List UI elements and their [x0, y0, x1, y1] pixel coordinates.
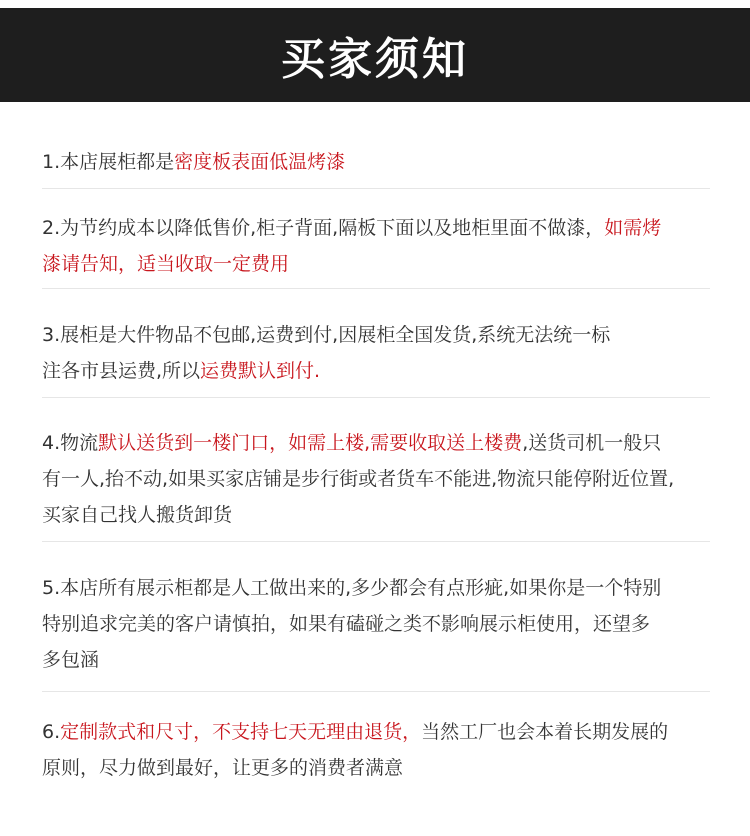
- notice-text: 有一人,抬不动,如果买家店铺是步行街或者货车不能进,物流只能停附近位置,: [42, 468, 675, 490]
- notice-text: 当然工厂也会本着长期发展的: [421, 721, 669, 743]
- notice-line: [42, 750, 710, 786]
- notice-line: [42, 497, 710, 533]
- notice-line: [42, 570, 710, 606]
- notice-text: 6.: [42, 721, 61, 743]
- highlight-text: 如需烤: [604, 217, 662, 239]
- notice-text: 买家自己找人搬货卸货: [42, 504, 233, 526]
- notice-item: [42, 570, 710, 678]
- notice-line: [42, 714, 710, 750]
- notice-item: [42, 210, 710, 282]
- notice-line: [42, 642, 710, 678]
- notice-line: [42, 317, 710, 353]
- notice-line: [42, 425, 710, 461]
- notice-line: [42, 606, 710, 642]
- notice-text: 多包涵: [42, 649, 100, 671]
- divider: [42, 288, 710, 289]
- highlight-text: 漆请告知，适当收取一定费用: [42, 253, 290, 275]
- notice-item: [42, 425, 710, 533]
- notice-line: [42, 210, 710, 246]
- page-title: 买家须知: [281, 34, 469, 85]
- notice-text: 4.物流: [42, 432, 99, 454]
- notice-item: [42, 714, 710, 786]
- notice-item: [42, 144, 710, 180]
- notice-line: [42, 353, 710, 389]
- highlight-text: 运费默认到付.: [200, 360, 321, 382]
- divider: [42, 397, 710, 398]
- notice-line: [42, 461, 710, 497]
- notice-text: 2.为节约成本以降低售价,柜子背面,隔板下面以及地柜里面不做漆，: [42, 217, 605, 239]
- notice-text: ,送货司机一般只: [522, 432, 662, 454]
- notice-item: [42, 317, 710, 389]
- highlight-text: 密度板表面低温烤漆: [174, 151, 346, 173]
- notice-line: [42, 246, 710, 282]
- divider: [42, 541, 710, 542]
- notice-text: 3.展柜是大件物品不包邮,运费到付,因展柜全国发货,系统无法统一标: [42, 324, 611, 346]
- notice-text: 特别追求完美的客户请慎拍，如果有磕碰之类不影响展示柜使用，还望多: [42, 613, 651, 635]
- notice-text: 5.本店所有展示柜都是人工做出来的,多少都会有点形疵,如果你是一个特别: [42, 577, 662, 599]
- highlight-text: 定制款式和尺寸，不支持七天无理由退货，: [60, 721, 422, 743]
- notice-text: 1.本店展柜都是: [42, 151, 175, 173]
- notice-text: 注各市县运费,所以: [42, 360, 201, 382]
- divider: [42, 691, 710, 692]
- notice-line: [42, 144, 710, 180]
- highlight-text: 默认送货到一楼门口，如需上楼,需要收取送上楼费: [98, 432, 523, 454]
- divider: [42, 188, 710, 189]
- notice-text: 原则，尽力做到最好，让更多的消费者满意: [42, 757, 404, 779]
- header-bar: [0, 8, 750, 102]
